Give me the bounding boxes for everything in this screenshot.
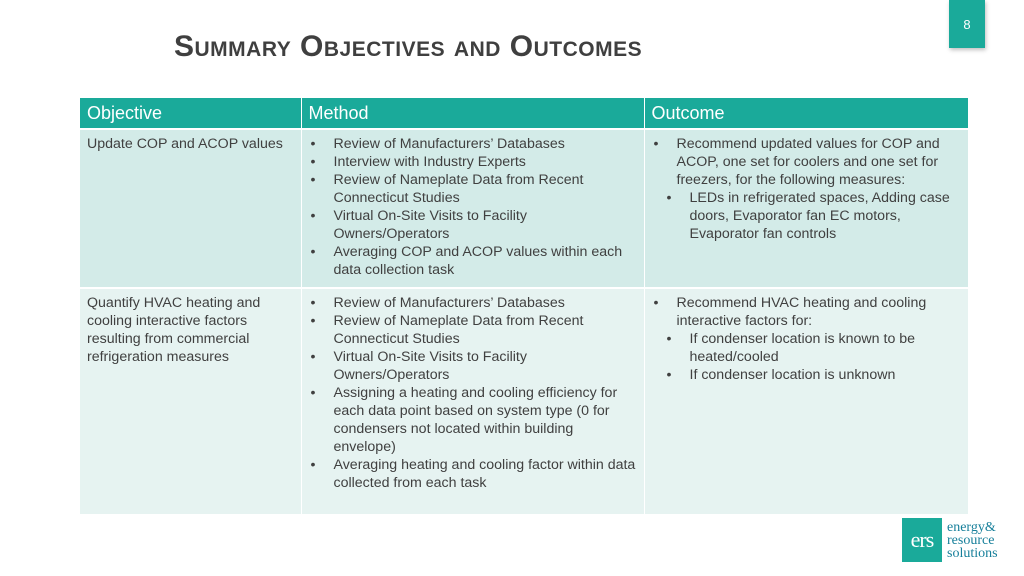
- table-header-row: [80, 98, 968, 129]
- logo-line: resource: [947, 532, 995, 548]
- list-item: • If condenser location is unknown: [652, 366, 961, 384]
- list-item: • Review of Nameplate Data from Recent Connecticut Studies: [309, 171, 637, 207]
- header-outcome: Outcome: [644, 98, 968, 129]
- list-item: • LEDs in refrigerated spaces, Adding case doors, Evaporator fan EC motors, Evaporator fan controls: [652, 189, 961, 243]
- list-item: • Interview with Industry Experts: [309, 153, 637, 171]
- outcome-cell: [644, 129, 968, 288]
- list-item: • Virtual On-Site Visits to Facility Owners/Operators: [309, 207, 637, 243]
- logo-mark: ers: [902, 518, 942, 562]
- list-item: • Review of Manufacturers’ Databases: [309, 294, 637, 312]
- page-number-badge: 8: [949, 0, 985, 48]
- method-list: [309, 135, 637, 279]
- outcome-text: Recommend updated values for COP and ACOP, one set for coolers and one set for freezers, for the following measures:: [676, 136, 940, 188]
- method-list: [309, 294, 637, 492]
- outcome-sub-list: [652, 330, 961, 384]
- list-item: • Averaging COP and ACOP values within each data collection task: [309, 243, 637, 279]
- outcome-list: [652, 294, 961, 384]
- header-method: Method: [301, 98, 644, 129]
- table-row: [80, 129, 968, 288]
- logo-line: energy&: [947, 519, 996, 535]
- list-item: • Virtual On-Site Visits to Facility Owners/Operators: [309, 348, 637, 384]
- header-objective: Objective: [80, 98, 301, 129]
- list-item: • Review of Nameplate Data from Recent Connecticut Studies: [309, 312, 637, 348]
- method-cell: [301, 129, 644, 288]
- list-item: • If condenser location is known to be heated/cooled: [652, 330, 961, 366]
- logo-line: solutions: [947, 545, 998, 561]
- list-item: • Review of Manufacturers’ Databases: [309, 135, 637, 153]
- table-row: [80, 288, 968, 514]
- method-cell: [301, 288, 644, 514]
- list-item: [652, 135, 961, 243]
- objective-cell: Update COP and ACOP values: [80, 129, 301, 288]
- summary-table: [80, 98, 969, 514]
- list-item: [652, 294, 961, 384]
- outcome-list: [652, 135, 961, 243]
- list-item: • Averaging heating and cooling factor within data collected from each task: [309, 456, 637, 492]
- outcome-text: Recommend HVAC heating and cooling interactive factors for:: [676, 295, 927, 329]
- outcome-cell: [644, 288, 968, 514]
- objective-cell: Quantify HVAC heating and cooling interactive factors resulting from commercial refrigeration measures: [80, 288, 301, 514]
- logo-wordmark: [947, 521, 998, 560]
- company-logo: [902, 518, 1020, 562]
- page-title: Summary Objectives and Outcomes: [174, 30, 643, 63]
- outcome-sub-list: [652, 189, 961, 243]
- list-item: • Assigning a heating and cooling efficiency for each data point based on system type (0 for condensers not located within building envelope): [309, 384, 637, 456]
